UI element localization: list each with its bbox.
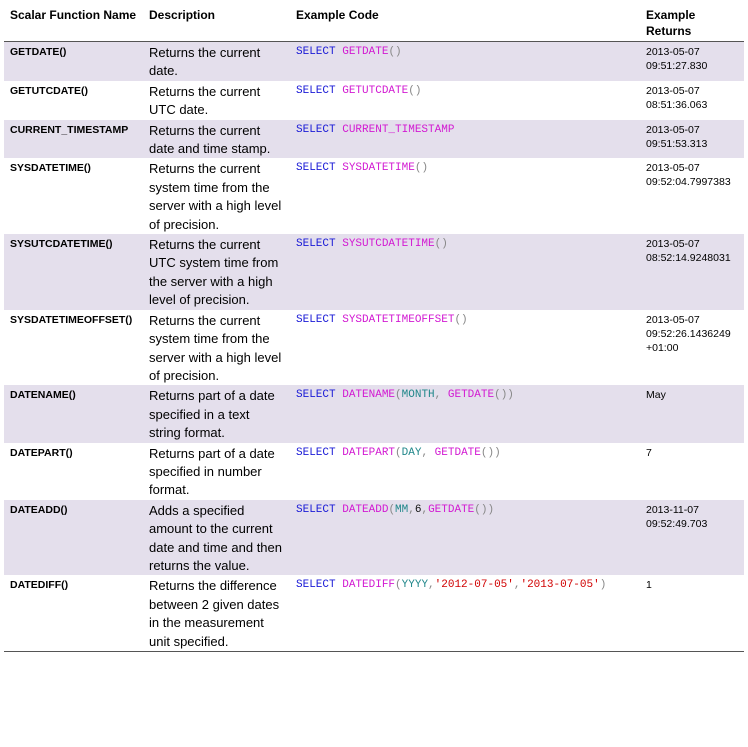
description-cell: Returns the current system time from the server with a high level of precision.: [149, 312, 282, 383]
function-name-cell: SYSDATETIMEOFFSET(): [10, 313, 133, 326]
code-token: ,: [434, 389, 442, 402]
header-example-code: Example Code: [290, 3, 640, 42]
code-token: CURRENT_TIMESTAMP: [342, 123, 455, 136]
code-token: '2012-07-05': [434, 579, 514, 592]
description-cell: Returns the current system time from the server with a high level of precision.: [149, 161, 282, 232]
header-description: Description: [143, 3, 290, 42]
code-token: ,: [428, 579, 435, 592]
table-row: [4, 120, 744, 159]
table-row: [4, 81, 744, 120]
code-token: [428, 447, 435, 459]
code-token: SELECT: [296, 162, 336, 175]
code-token: SELECT: [296, 313, 336, 326]
code-token: (): [454, 313, 468, 326]
code-token: SELECT: [296, 46, 336, 58]
header-function-name: Scalar Function Name: [4, 3, 143, 42]
code-token: SYSUTCDATETIME: [342, 238, 435, 251]
code-token: '2013-07-05': [520, 579, 600, 592]
code-token: ()): [494, 389, 514, 402]
code-token: DATEPART: [342, 446, 396, 459]
code-token: SYSDATETIME: [342, 162, 415, 175]
code-token: DATEADD: [342, 503, 389, 516]
table-body: [4, 42, 744, 652]
code-token: ()): [474, 503, 495, 516]
code-token: [441, 389, 448, 401]
example-return-cell: 7: [646, 446, 652, 459]
example-code-cell: [290, 443, 640, 500]
example-code-cell: [290, 81, 640, 120]
example-return-cell: 1: [646, 579, 652, 592]
example-code-cell: [290, 500, 640, 576]
table-row: [4, 443, 744, 500]
example-code-cell: [290, 234, 640, 310]
table-row: [4, 385, 744, 442]
function-name-cell: DATEADD(): [4, 500, 143, 576]
example-return-cell: 2013-05-07 08:52:14.9248031: [640, 234, 744, 310]
function-name-cell: DATENAME(): [4, 385, 143, 442]
example-return-cell: 2013-05-07 09:52:04.7997383: [646, 162, 731, 189]
code-token: MONTH: [401, 389, 435, 402]
example-code-cell: [290, 42, 640, 81]
code-token: GETUTCDATE: [342, 84, 409, 97]
code-token: (: [395, 579, 402, 592]
function-name-cell: GETUTCDATE(): [10, 84, 88, 97]
code-token: ,: [421, 503, 429, 516]
code-token: 6: [414, 503, 422, 516]
example-code-cell: [290, 158, 640, 234]
code-token: SYSDATETIMEOFFSET: [342, 313, 455, 326]
example-return-cell: 2013-05-07 08:51:36.063: [646, 84, 708, 111]
code-token: (): [434, 238, 448, 251]
table-row: [4, 42, 744, 81]
code-token: DATEDIFF: [342, 579, 396, 592]
code-token: (: [395, 389, 402, 402]
code-token: SELECT: [296, 123, 336, 136]
code-token: (: [395, 446, 402, 459]
description-cell: Returns the current date and time stamp.: [143, 120, 290, 159]
code-token: GETDATE: [447, 389, 495, 402]
code-token: SELECT: [296, 84, 336, 97]
example-return-cell: May: [640, 385, 744, 442]
description-cell: Returns the current date.: [143, 42, 290, 81]
code-token: SELECT: [296, 238, 336, 251]
code-token: DATENAME: [342, 389, 396, 402]
description-cell: Returns the difference between 2 given dates in the measurement unit specified.: [149, 578, 280, 649]
code-token: SELECT: [296, 579, 336, 592]
example-return-cell: 2013-05-07 09:51:53.313: [640, 120, 744, 159]
example-return-cell: 2013-11-07 09:52:49.703: [640, 500, 744, 576]
function-name-cell: SYSUTCDATETIME(): [4, 234, 143, 310]
header-example-returns: Example Returns: [640, 3, 744, 42]
code-token: SELECT: [296, 503, 336, 516]
code-token: YYYY: [401, 579, 429, 592]
table-row: [4, 158, 744, 234]
table-row: [4, 500, 744, 576]
table-row: [4, 575, 744, 651]
example-code-cell: [290, 310, 640, 386]
code-token: (): [414, 162, 429, 175]
description-cell: Returns the current UTC date.: [149, 83, 261, 118]
code-token: GETDATE: [428, 503, 475, 516]
function-name-cell: CURRENT_TIMESTAMP: [4, 120, 143, 159]
code-token: (: [388, 503, 396, 516]
code-token: MM: [395, 503, 409, 516]
code-token: DAY: [401, 446, 422, 459]
description-cell: Returns part of a date specified in number format.: [149, 445, 275, 498]
description-cell: Returns the current UTC system time from the server with a high level of precision.: [143, 234, 290, 310]
table-row: [4, 234, 744, 310]
function-name-cell: DATEPART(): [10, 446, 73, 459]
code-token: GETDATE: [434, 446, 481, 459]
table-row: [4, 310, 744, 386]
code-token: SELECT: [296, 389, 336, 402]
description-cell: Adds a specified amount to the current date and time and then returns the value.: [143, 500, 290, 576]
code-token: (): [388, 46, 402, 58]
scalar-functions-table: [4, 3, 744, 652]
function-name-cell: GETDATE(): [4, 42, 143, 81]
code-token: ): [599, 579, 607, 592]
code-token: ,: [421, 446, 429, 459]
function-name-cell: DATEDIFF(): [10, 579, 69, 592]
table-header-row: [4, 3, 744, 42]
description-cell: Returns part of a date specified in a text string format.: [143, 385, 290, 442]
example-return-cell: 2013-05-07 09:52:26.1436249 +01:00: [646, 313, 731, 354]
code-token: ,: [513, 579, 521, 592]
code-token: ,: [408, 503, 415, 516]
example-code-cell: [290, 120, 640, 159]
example-code-cell: [290, 575, 640, 651]
code-token: ()): [480, 446, 501, 459]
example-return-cell: 2013-05-07 09:51:27.830: [640, 42, 744, 81]
code-token: GETDATE: [342, 46, 389, 58]
code-token: SELECT: [296, 446, 336, 459]
example-code-cell: [290, 385, 640, 442]
code-token: (): [408, 84, 422, 97]
function-name-cell: SYSDATETIME(): [10, 162, 91, 175]
